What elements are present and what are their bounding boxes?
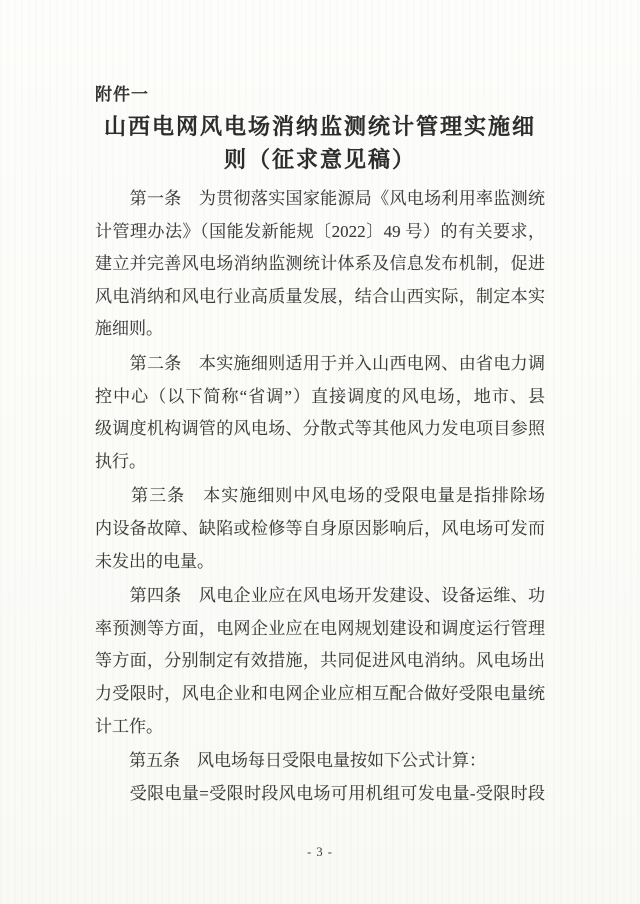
text-line: 风电消纳和风电行业高质量发展，结合山西实际，制定本实 xyxy=(95,286,545,306)
text-line: 建立并完善风电场消纳监测统计体系及信息发布机制，促进 xyxy=(95,254,545,274)
text-line: 第一条 为贯彻落实国家能源局《风电场利用率监测统 xyxy=(95,189,545,208)
text-line: 率预测等方面，电网企业应在电网规划建设和调度运行管理 xyxy=(95,618,545,638)
document-title-line-1: 山西电网风电场消纳监测统计管理实施细 xyxy=(103,114,536,139)
text-line: 未发出的电量。 xyxy=(95,551,214,571)
text-line: 力受限时，风电企业和电网企业应相互配合做好受限电量统 xyxy=(95,683,545,703)
paragraph-article-1 xyxy=(95,183,545,346)
document-body xyxy=(95,183,545,812)
text-line: 执行。 xyxy=(95,451,146,471)
paragraph-article-4 xyxy=(95,580,545,743)
text-line: 控中心（以下简称“省调”）直接调度的风电场，地市、县 xyxy=(95,386,545,406)
text-line: 第五条 风电场每日受限电量按如下公式计算： xyxy=(95,751,486,771)
text-line: 内设备故障、缺陷或检修等自身原因影响后，风电场可发而 xyxy=(95,518,545,538)
text-line: 第三条 本实施细则中风电场的受限电量是指排除场 xyxy=(95,486,545,506)
paragraph-article-5 xyxy=(95,745,545,810)
text-line-formula: 受限电量=受限时段风电场可用机组可发电量-受限时段 xyxy=(95,783,545,803)
text-line: 级调度机构调管的风电场、分散式等其他风力发电项目参照 xyxy=(95,419,545,439)
text-line: 第四条 风电企业应在风电场开发建设、设备运维、功 xyxy=(95,586,545,606)
paragraph-article-3 xyxy=(95,480,545,578)
document-title-line-2: 则（征求意见稿） xyxy=(223,147,416,172)
text-line: 施细则。 xyxy=(95,319,163,339)
page-number: - 3 - xyxy=(307,845,333,859)
document-title xyxy=(90,110,550,176)
text-line: 计管理办法》（国能发新能规〔2022〕49 号）的有关要求， xyxy=(95,221,545,241)
attachment-label: 附件一 xyxy=(95,85,149,104)
text-line: 第二条 本实施细则适用于并入山西电网、由省电力调 xyxy=(95,353,545,373)
paragraph-article-2 xyxy=(95,348,545,478)
text-line: 计工作。 xyxy=(95,716,163,736)
text-line: 等方面，分别制定有效措施，共同促进风电消纳。风电场出 xyxy=(95,651,545,671)
